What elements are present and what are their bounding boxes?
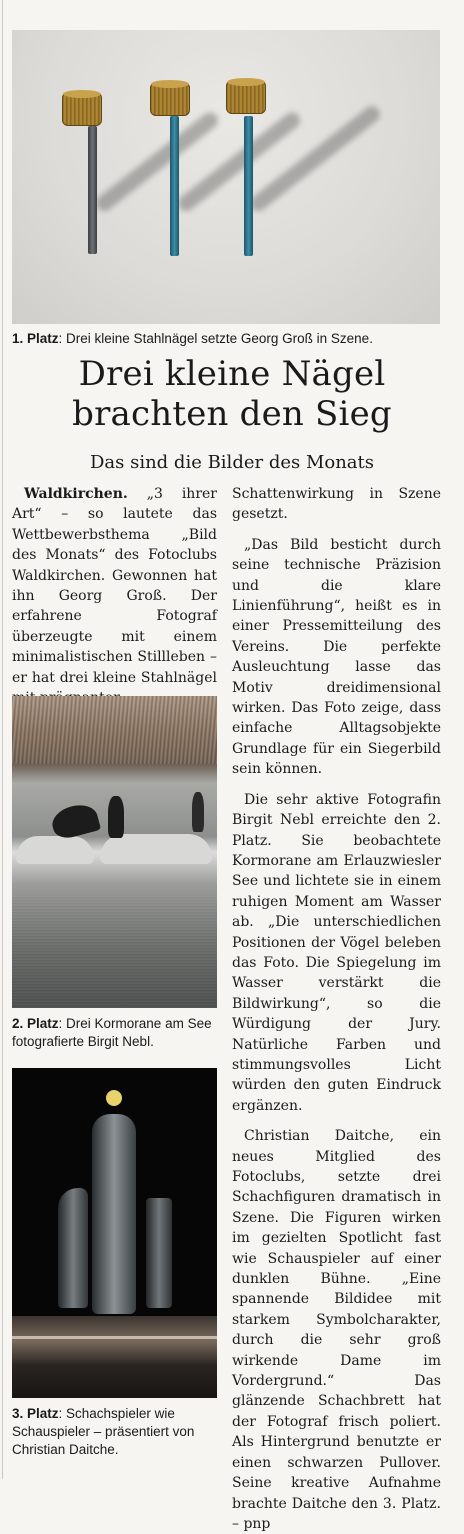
rock — [100, 834, 212, 864]
caption-rank: 2. Platz — [12, 1016, 59, 1031]
nail-shaft-blue — [244, 116, 253, 256]
cormorant — [192, 792, 204, 832]
article-paragraph: Die sehr aktive Fotografin Birgit Nebl erreichte den 2. Platz. Sie beobachtete Kormorane am Erlauzwiesler See und lichtete sie in einem ruhigen Moment am Wasser ab. „Die unterschiedlichen Positionen der Vögel beleben das Foto. Die Spiegelung im Wasser verstärkt die Bildwirkung“, so die Würdigung der Jury. Natürliche Farben und stimmungsvolles Licht würden den guten Eindruck ergänzen. — [232, 791, 441, 1114]
rock — [16, 836, 94, 864]
headline-line2: brachten den Sieg — [72, 394, 392, 434]
reeds — [12, 696, 217, 764]
chess-rook — [146, 1198, 172, 1308]
article-paragraph: „Das Bild besticht durch seine technische Präzision und die klare Linienführung“, heißt es in einer Pressemitteilung des Vereins. Die perfekte Ausleuchtung lasse das Motiv dreidimensional wirken. Das Foto zeige, dass einfache Alltagsobjekte Grundlage für ein Siegerbild sein können. — [232, 536, 441, 778]
nail-shaft-steel — [88, 126, 97, 254]
board-highlight — [12, 1336, 217, 1339]
article-column-right — [232, 484, 441, 1534]
chessboard — [12, 1316, 217, 1398]
article-paragraph: Schattenwirkung in Szene gesetzt. — [232, 486, 441, 523]
caption-text: : Drei kleine Stahlnägel setzte Georg Groß in Szene. — [58, 331, 373, 346]
chess-knight — [58, 1188, 88, 1308]
photo-chess — [12, 1068, 217, 1398]
caption-text: : Schachspieler wie Schauspieler – präsentiert von Christian Daitche. — [12, 1406, 195, 1457]
caption-text: : Drei Kormorane am See fotografierte Birgit Nebl. — [12, 1016, 212, 1049]
dateline: Waldkirchen. — [24, 486, 128, 502]
article-paragraph: Christian Daitche, ein neues Mitglied des Fotoclubs, setzte drei Schachfiguren dramatisch in Szene. Die Figuren wirken im gezielten Spotlicht fast wie Schauspieler auf einer dunklen Bühne. „Eine spannende Bildidee mit starkem Symbolcharakter, durch die sehr groß wirkende Dame im Vordergrund.“ Das glänzende Schachbrett hat der Fotograf frisch poliert. Als Hintergrund benutzte er einen schwarzen Pullover. Seine kreative Aufnahme brachte Daitche den 3. Platz. – pnp — [232, 1128, 441, 1532]
chess-queen-crown — [106, 1090, 122, 1106]
subhead: Das sind die Bilder des Monats — [89, 452, 375, 473]
photo-nails — [12, 30, 440, 324]
nail-head — [226, 80, 266, 114]
headline-line1: Drei kleine Nägel — [78, 354, 386, 394]
nail-shaft-blue — [170, 116, 179, 256]
photo3-caption — [12, 1405, 224, 1459]
caption-rank: 3. Platz — [12, 1406, 59, 1421]
intro-text: „3 ihrer Art“ – so lautete das Wettbewerbsthema „Bild des Monats“ des Fotoclubs Waldkirchen. Gewonnen hat ihn Georg Groß. Der erfahrene Fotograf überzeugte mit einem minimalistischen Stillleben – er hat drei kleine Stahlnägel — [12, 486, 217, 686]
cormorant — [49, 801, 101, 842]
photo1-caption — [12, 330, 452, 348]
nail-head — [62, 92, 102, 126]
caption-rank: 1. Platz — [12, 331, 59, 346]
cormorant — [108, 796, 124, 838]
column-rule — [2, 0, 3, 1479]
chess-queen — [92, 1114, 136, 1314]
article-column-left — [12, 484, 217, 708]
water-reflection — [12, 896, 217, 1008]
nail-shadow — [247, 103, 383, 214]
photo-cormorants — [12, 696, 217, 1008]
article-intro — [12, 484, 217, 708]
photo2-caption — [12, 1015, 224, 1051]
headline — [0, 354, 464, 434]
nail-head — [150, 82, 190, 116]
